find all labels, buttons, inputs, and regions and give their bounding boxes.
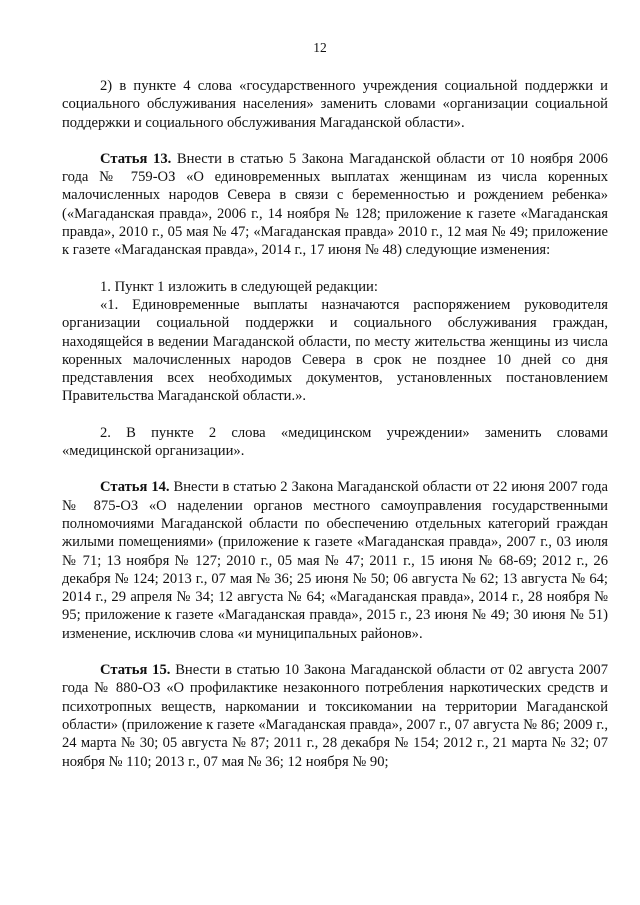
article-15-paragraph	[62, 661, 608, 771]
article-13-heading: Статья 13.	[100, 150, 172, 167]
article-14-paragraph	[62, 478, 608, 643]
article-13-paragraph	[62, 150, 608, 260]
article-13-item-1: 1. Пункт 1 изложить в следующей редакции:	[100, 278, 378, 295]
article-15-text: Внести в статью 10 Закона Магаданской области от 02 августа 2007 года № 880-ОЗ «О профилактике незаконного потребления наркотических средств и психотропных веществ, наркомании и токсикомании на территории Магаданской области» (приложение к газете «Магаданская правда», 2007 г., 07 августа № 86; 2009 г., 24 марта № 30; 05 августа № 87; 2011 г., 28 декабря № 154; 2012 г., 21 марта № 32; 07 ноября № 110; 2013 г., 07 мая № 36; 12 ноября № 90;	[62, 662, 608, 770]
page-number: 12	[313, 40, 327, 55]
article-13-text: Внести в статью 5 Закона Магаданской области от 10 ноября 2006 года № 759-ОЗ «О единовременных выплатах женщинам из числа коренных малочисленных народов Севера в связи с беременностью и рождением ребенка» («Магаданская правда», 2006 г., 14 ноября № 128; приложение к газете «Магаданская правда», 2010 г., 05 мая № 47; «Магаданская правда» 2010 г., 12 мая № 49; приложение к газете «Магаданская правда», 2014 г., 17 июня № 48) следующие изменения:	[62, 150, 608, 259]
article-13-item-2: 2. В пункте 2 слова «медицинском учреждении» заменить словами «медицинской организации».	[62, 424, 608, 460]
document-body	[62, 77, 608, 771]
article-13-item-1-text: «1. Единовременные выплаты назначаются распоряжением руководителя организации социальной поддержки и социального обслуживания граждан, находящейся в ведении Магаданской области, по месту жительства женщины из числа коренных малочисленных народов Севера в срок не позднее 10 дней со дня представления всех необходимых документов, установленных постановлением Правительства Магаданской области.».	[62, 296, 608, 405]
paragraph-amendment-item-2: 2) в пункте 4 слова «государственного учреждения социальной поддержки и социального обслуживания населения» заменить словами «организации социальной поддержки и социального обслуживания Магаданской области».	[62, 78, 608, 131]
article-14-text: Внести в статью 2 Закона Магаданской области от 22 июня 2007 года № 875-ОЗ «О наделении органов местного самоуправления государственными полномочиями Магаданской области по обеспечению отдельных категорий граждан жилыми помещениями» (приложение к газете «Магаданская правда», 2007 г., 03 июля № 71; 13 ноября № 127; 2010 г., 05 мая № 47; 2011 г., 15 июня № 68-69; 2012 г., 26 декабря № 124; 2013 г., 07 мая № 36; 25 июня № 50; 06 августа № 62; 13 августа № 64; 2014 г., 29 апреля № 34; 12 августа № 64; «Магаданская правда», 2014 г., 28 ноября № 95; приложение к газете «Магаданская правда», 2015 г., 23 июня № 49; 30 июня № 51) изменение, исключив слова «и муниципальных районов».	[62, 479, 608, 642]
article-14-heading: Статья 14.	[100, 479, 170, 496]
article-15-heading: Статья 15.	[100, 662, 171, 679]
